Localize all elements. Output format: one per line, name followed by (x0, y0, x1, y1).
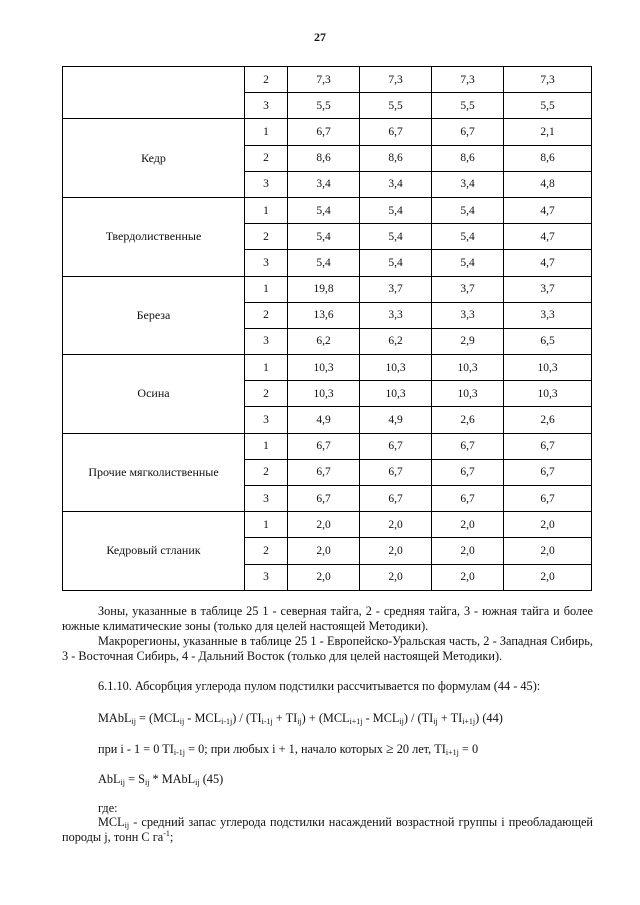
value-cell: 2,0 (432, 538, 504, 564)
value-cell: 6,7 (360, 433, 432, 459)
value-cell: 2,0 (360, 538, 432, 564)
table-row (63, 355, 592, 381)
value-cell: 5,4 (288, 250, 360, 276)
zone-cell: 2 (245, 67, 288, 93)
page-number: 27 (314, 30, 326, 44)
zone-cell: 1 (245, 276, 288, 302)
value-cell: 2,0 (504, 538, 592, 564)
species-cell: Кедр (63, 119, 245, 198)
value-cell: 4,9 (288, 407, 360, 433)
value-cell: 5,5 (504, 93, 592, 119)
species-cell (63, 67, 245, 119)
table-row (63, 276, 592, 302)
value-cell: 6,7 (432, 119, 504, 145)
value-cell: 5,4 (360, 197, 432, 223)
value-cell: 5,5 (288, 93, 360, 119)
value-cell: 8,6 (432, 145, 504, 171)
value-cell: 3,7 (432, 276, 504, 302)
value-cell: 6,5 (504, 328, 592, 354)
species-cell: Прочие мягколиственные (63, 433, 245, 512)
table-row (63, 119, 592, 145)
value-cell: 2,0 (360, 564, 432, 590)
formula-44-condition: при i - 1 = 0 $TI_{i-1j} = 0$; при любых i + 1, начало которых ≥ 20 лет, $TI_{i+1j} = 0$ (98, 742, 479, 757)
zone-cell: 2 (245, 381, 288, 407)
zone-cell: 1 (245, 433, 288, 459)
value-cell: 4,9 (360, 407, 432, 433)
value-cell: 10,3 (288, 355, 360, 381)
value-cell: 10,3 (504, 355, 592, 381)
value-cell: 5,4 (288, 197, 360, 223)
table-row (63, 512, 592, 538)
table-row (63, 197, 592, 223)
value-cell: 5,4 (432, 197, 504, 223)
zone-cell: 3 (245, 407, 288, 433)
value-cell: 6,7 (504, 433, 592, 459)
zone-cell: 2 (245, 224, 288, 250)
value-cell: 2,1 (504, 119, 592, 145)
carbon-table-body (63, 67, 592, 591)
value-cell: 3,3 (432, 302, 504, 328)
value-cell: 2,6 (504, 407, 592, 433)
zone-cell: 3 (245, 250, 288, 276)
value-cell: 8,6 (504, 145, 592, 171)
value-cell: 6,7 (360, 459, 432, 485)
value-cell: 4,7 (504, 224, 592, 250)
value-cell: 7,3 (432, 67, 504, 93)
zone-cell: 2 (245, 145, 288, 171)
value-cell: 5,4 (432, 224, 504, 250)
value-cell: 8,6 (360, 145, 432, 171)
value-cell: 5,4 (360, 250, 432, 276)
zone-cell: 3 (245, 93, 288, 119)
value-cell: 2,0 (432, 512, 504, 538)
section-intro: 6.1.10. Абсорбция углерода пулом подстилки рассчитывается по формулам (44 - 45): (98, 679, 541, 693)
value-cell: 3,7 (504, 276, 592, 302)
value-cell: 13,6 (288, 302, 360, 328)
value-cell: 2,0 (288, 538, 360, 564)
zone-cell: 3 (245, 486, 288, 512)
value-cell: 6,7 (432, 459, 504, 485)
species-cell: Кедровый стланик (63, 512, 245, 591)
value-cell: 2,6 (432, 407, 504, 433)
zone-cell: 3 (245, 171, 288, 197)
zone-cell: 2 (245, 302, 288, 328)
value-cell: 10,3 (288, 381, 360, 407)
value-cell: 10,3 (360, 381, 432, 407)
value-cell: 2,0 (432, 564, 504, 590)
value-cell: 5,4 (432, 250, 504, 276)
value-cell: 6,7 (288, 486, 360, 512)
value-cell: 2,0 (504, 512, 592, 538)
value-cell: 6,7 (288, 119, 360, 145)
where-label: где: (98, 801, 118, 815)
value-cell: 6,7 (360, 486, 432, 512)
table-row (63, 433, 592, 459)
value-cell: 6,2 (288, 328, 360, 354)
zone-cell: 1 (245, 197, 288, 223)
value-cell: 4,7 (504, 250, 592, 276)
value-cell: 5,5 (432, 93, 504, 119)
value-cell: 3,3 (504, 302, 592, 328)
value-cell: 2,0 (504, 564, 592, 590)
value-cell: 6,7 (288, 459, 360, 485)
value-cell: 2,0 (288, 564, 360, 590)
value-cell: 19,8 (288, 276, 360, 302)
value-cell: 6,7 (360, 119, 432, 145)
zone-cell: 3 (245, 564, 288, 590)
value-cell: 6,2 (360, 328, 432, 354)
value-cell: 3,4 (432, 171, 504, 197)
species-cell: Твердолиственные (63, 197, 245, 276)
mcl-definition: $MCL_{ij}$ - средний запас углерода подстилки насаждений возрастной группы i преобладающей породы j, тонн С $га^{-1}$; (62, 815, 593, 844)
value-cell: 7,3 (504, 67, 592, 93)
value-cell: 4,7 (504, 197, 592, 223)
value-cell: 4,8 (504, 171, 592, 197)
carbon-table (62, 66, 592, 591)
value-cell: 5,5 (360, 93, 432, 119)
zone-cell: 2 (245, 459, 288, 485)
zone-cell: 3 (245, 328, 288, 354)
value-cell: 3,3 (360, 302, 432, 328)
zone-cell: 2 (245, 538, 288, 564)
value-cell: 7,3 (288, 67, 360, 93)
zone-cell: 1 (245, 355, 288, 381)
species-cell: Осина (63, 355, 245, 434)
value-cell: 5,4 (360, 224, 432, 250)
value-cell: 3,4 (288, 171, 360, 197)
value-cell: 6,7 (432, 433, 504, 459)
geq-symbol: ≥ (385, 742, 394, 757)
formula-44: MAbL$_{ij}$ = $(MCL_{ij} - MCL_{i-1j}) / (TI_{i-1j} + TI_{ij}) + (MCL_{i+1j} - MCL_{ij}) / (TI_{ij} + TI_{i+1j})$ (44) (98, 711, 503, 726)
value-cell: 2,0 (288, 512, 360, 538)
value-cell: 2,0 (360, 512, 432, 538)
value-cell: 2,9 (432, 328, 504, 354)
value-cell: 3,4 (360, 171, 432, 197)
value-cell: 10,3 (504, 381, 592, 407)
zone-cell: 1 (245, 119, 288, 145)
value-cell: 6,7 (432, 486, 504, 512)
value-cell: 7,3 (360, 67, 432, 93)
value-cell: 10,3 (432, 355, 504, 381)
value-cell: 5,4 (288, 224, 360, 250)
macroregions-note: Макрорегионы, указанные в таблице 25 1 - Европейско-Уральская часть, 2 - Западная Сибирь, 3 - Восточная Сибирь, 4 - Дальний Восток (только для целей настоящей Методики). (62, 634, 593, 663)
species-cell: Береза (63, 276, 245, 355)
value-cell: 10,3 (432, 381, 504, 407)
value-cell: 10,3 (360, 355, 432, 381)
table-row (63, 67, 592, 93)
value-cell: 3,7 (360, 276, 432, 302)
formula-45: $AbL_{ij} = S_{ij}$ * MAbL$_{ij}$ (45) (98, 772, 224, 787)
zones-note: Зоны, указанные в таблице 25 1 - северная тайга, 2 - средняя тайга, 3 - южная тайга и более южные климатические зоны (только для целей настоящей Методики). (62, 604, 593, 633)
value-cell: 6,7 (504, 486, 592, 512)
value-cell: 6,7 (288, 433, 360, 459)
value-cell: 6,7 (504, 459, 592, 485)
value-cell: 8,6 (288, 145, 360, 171)
zone-cell: 1 (245, 512, 288, 538)
